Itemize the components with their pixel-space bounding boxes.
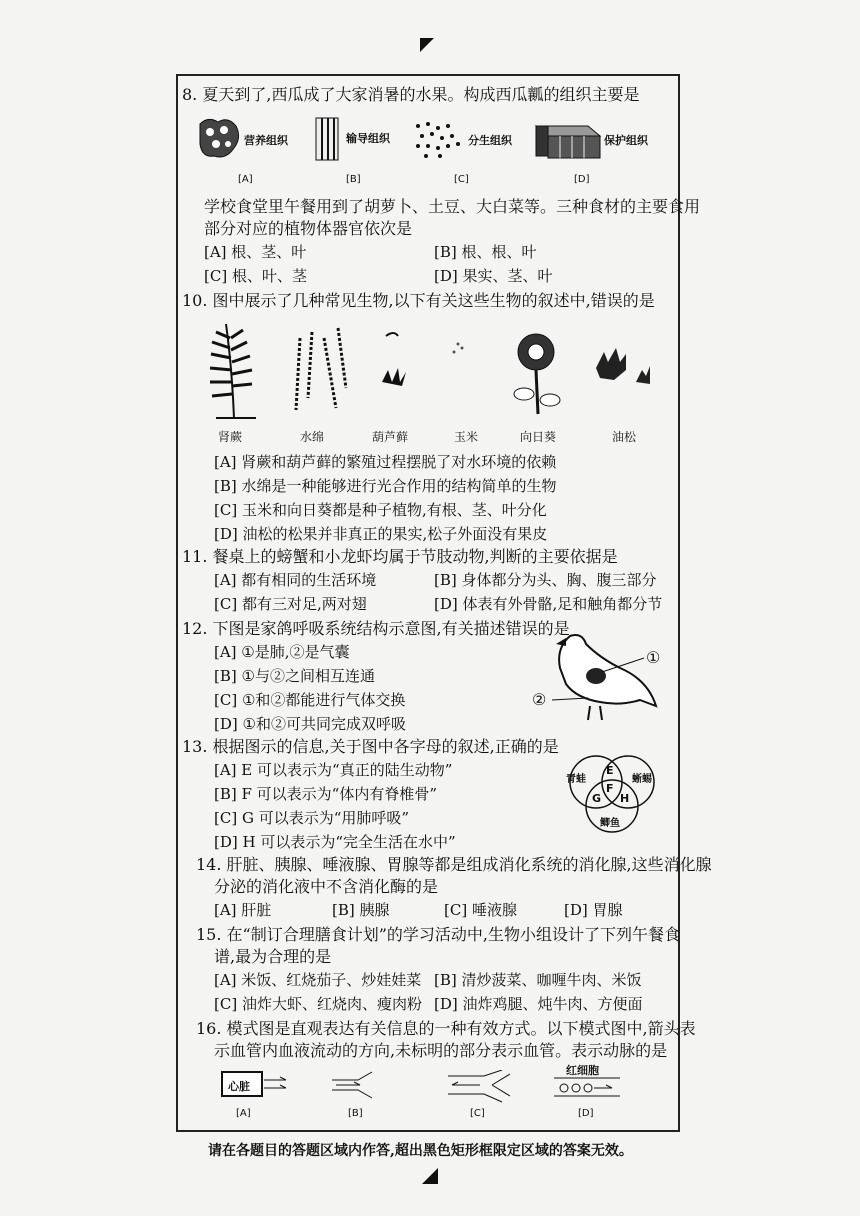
organism-label-pine: 油松	[611, 430, 636, 444]
q12-option-a: [A] ①是肺,②是气囊	[214, 643, 350, 661]
q12-stem: 12. 下图是家鸽呼吸系统结构示意图,有关描述错误的是	[182, 619, 570, 638]
pigeon-marker-1: ①	[646, 648, 661, 667]
q9-stem-line2: 部分对应的植物体器官依次是	[204, 219, 413, 238]
alignment-mark-bottom	[422, 1168, 438, 1184]
q13-option-d: [D] H 可以表示为“完全生活在水中”	[214, 833, 456, 851]
q9-option-b: [B] 根、根、叶	[434, 243, 537, 261]
venn-label-frog: 青蛙	[566, 774, 586, 785]
rbc-label: 红细胞	[566, 1064, 599, 1077]
q16-letter-d: [D]	[578, 1108, 594, 1119]
venn-label-lizard: 蜥蜴	[632, 774, 652, 785]
venn-letter-e: E	[606, 764, 614, 777]
pigeon-marker-2: ②	[532, 690, 547, 709]
venn-letter-g: G	[592, 792, 602, 805]
pine-image	[596, 348, 650, 384]
alignment-mark-top	[420, 38, 434, 52]
q15-option-b: [B] 清炒菠菜、咖喱牛肉、米饭	[434, 971, 642, 989]
q13-option-c: [C] G 可以表示为“用肺呼吸”	[214, 809, 410, 827]
q13-stem: 13. 根据图示的信息,关于图中各字母的叙述,正确的是	[182, 737, 559, 756]
q10-option-a: [A] 肾蕨和葫芦藓的繁殖过程摆脱了对水环境的依赖	[214, 453, 557, 471]
heart-label: 心脏	[228, 1080, 250, 1093]
venn-label-carp: 鲫鱼	[600, 818, 620, 829]
q16-letter-b: [B]	[348, 1108, 363, 1119]
sunflower-image	[514, 334, 560, 414]
tissue-label-meristem: 分生组织	[468, 134, 512, 147]
q13-option-b: [B] F 可以表示为“体内有脊椎骨”	[214, 785, 438, 803]
q11-option-d: [D] 体表有外骨骼,足和触角都分节	[434, 595, 663, 613]
pigeon-diagram	[530, 628, 680, 724]
q15-option-d: [D] 油炸鸡腿、炖牛肉、方便面	[434, 995, 643, 1013]
tissue-label-protective: 保护组织	[604, 134, 648, 147]
spirogyra-image	[296, 328, 346, 410]
q14-option-a: [A] 肝脏	[214, 901, 272, 919]
q8-letter-d: [D]	[574, 174, 590, 185]
tissue-label-nutrient: 营养组织	[244, 134, 288, 147]
q16-stem-line1: 16. 模式图是直观表达有关信息的一种有效方式。以下模式图中,箭头表	[196, 1019, 696, 1038]
q12-option-d: [D] ①和②可共同完成双呼吸	[214, 715, 406, 733]
fern-image	[210, 324, 256, 418]
conducting-tissue-image	[316, 118, 338, 160]
q9-option-c: [C] 根、叶、茎	[204, 267, 307, 285]
protective-tissue-image	[536, 126, 600, 158]
q10-option-d: [D] 油松的松果并非真正的果实,松子外面没有果皮	[214, 525, 548, 543]
q11-stem: 11. 餐桌上的螃蟹和小龙虾均属于节肢动物,判断的主要依据是	[182, 547, 618, 566]
venn-letter-h: H	[620, 792, 630, 805]
organism-label-spirogyra: 水绵	[299, 430, 324, 444]
q14-stem-line1: 14. 肝脏、胰腺、唾液腺、胃腺等都是组成消化系统的消化腺,这些消化腺	[196, 855, 712, 874]
q8-letter-a: [A]	[238, 174, 253, 185]
tissue-label-conducting: 输导组织	[346, 132, 390, 145]
q8-stem: 8. 夏天到了,西瓜成了大家消暑的水果。构成西瓜瓤的组织主要是	[182, 85, 640, 104]
nutrient-tissue-image	[200, 119, 239, 157]
vessel-diagrams	[220, 1070, 660, 1106]
q10-option-b: [B] 水绵是一种能够进行光合作用的结构简单的生物	[214, 477, 557, 495]
q9-stem-line1: 学校食堂里午餐用到了胡萝卜、土豆、大白菜等。三种食材的主要食用	[204, 197, 701, 216]
vessel-diagram-d	[554, 1078, 620, 1096]
answer-area-notice: 请在各题目的答题区域内作答,超出黑色矩形框限定区域的答案无效。	[208, 1143, 633, 1159]
q10-option-c: [C] 玉米和向日葵都是种子植物,有根、茎、叶分化	[214, 501, 547, 519]
organism-label-corn: 玉米	[453, 430, 478, 444]
q12-option-c: [C] ①和②都能进行气体交换	[214, 691, 406, 709]
q9-option-a: [A] 根、茎、叶	[204, 243, 307, 261]
vessel-diagram-c	[448, 1070, 510, 1102]
q11-option-c: [C] 都有三对足,两对翅	[214, 595, 367, 613]
q10-stem: 10. 图中展示了几种常见生物,以下有关这些生物的叙述中,错误的是	[182, 291, 655, 310]
venn-letter-f: F	[606, 782, 614, 795]
q14-option-b: [B] 胰腺	[332, 901, 390, 919]
q15-option-c: [C] 油炸大虾、红烧肉、瘦肉粉	[214, 995, 422, 1013]
q15-stem-line1: 15. 在“制订合理膳食计划”的学习活动中,生物小组设计了下列午餐食	[196, 925, 680, 944]
meristem-tissue-image	[416, 122, 460, 158]
q16-letter-c: [C]	[470, 1108, 485, 1119]
q15-option-a: [A] 米饭、红烧茄子、炒娃娃菜	[214, 971, 422, 989]
q14-option-d: [D] 胃腺	[564, 901, 623, 919]
q10-organism-images	[196, 318, 666, 424]
q8-letter-b: [B]	[346, 174, 361, 185]
q16-letter-a: [A]	[236, 1108, 251, 1119]
organism-label-moss: 葫芦藓	[371, 430, 408, 444]
q14-stem-line2: 分泌的消化液中不含消化酶的是	[214, 877, 439, 896]
q14-option-c: [C] 唾液腺	[444, 901, 517, 919]
q13-option-a: [A] E 可以表示为“真正的陆生动物”	[214, 761, 453, 779]
q12-option-b: [B] ①与②之间相互连通	[214, 667, 375, 685]
vessel-diagram-b	[332, 1072, 372, 1098]
q8-letter-c: [C]	[454, 174, 469, 185]
q16-stem-line2: 示血管内血液流动的方向,未标明的部分表示血管。表示动脉的是	[214, 1041, 668, 1060]
moss-image	[382, 333, 406, 386]
q9-option-d: [D] 果实、茎、叶	[434, 267, 553, 285]
corn-image	[453, 343, 464, 354]
q15-stem-line2: 谱,最为合理的是	[214, 947, 332, 966]
q11-option-a: [A] 都有相同的生活环境	[214, 571, 377, 589]
organism-label-fern: 肾蕨	[217, 430, 242, 444]
q11-option-b: [B] 身体都分为头、胸、腹三部分	[434, 571, 657, 589]
organism-label-sunflower: 向日葵	[519, 430, 556, 444]
